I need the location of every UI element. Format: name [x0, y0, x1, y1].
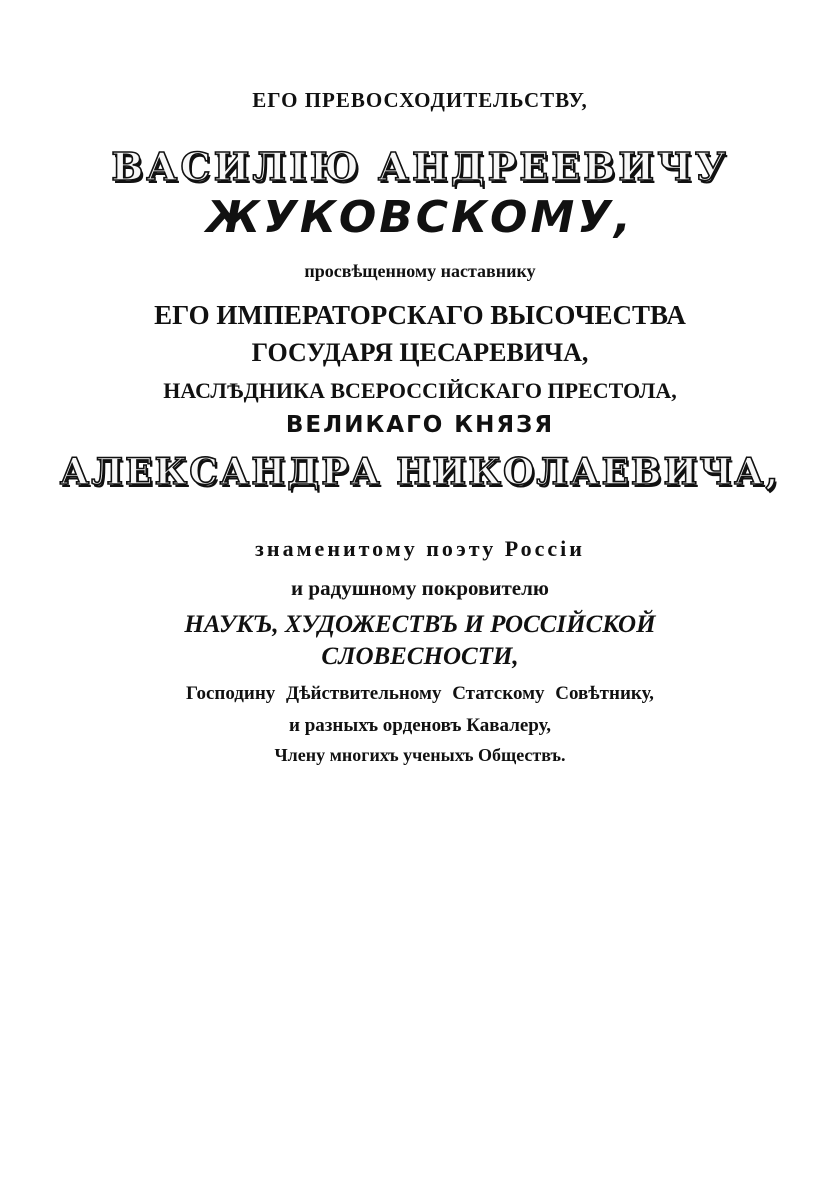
- recipient-first-name: ВАСИЛІЮ АНДРЕЕВИЧУ: [111, 144, 729, 189]
- recipient-surname: ЖУКОВСКОМУ,: [206, 192, 634, 243]
- tsesarevich-line: ГОСУДАРЯ ЦЕСАРЕВИЧА,: [251, 338, 589, 367]
- literature-line: СЛОВЕСНОСТИ,: [321, 643, 519, 670]
- rank-line: Господину Дѣйствительному Статскому Совѣтнику,: [186, 683, 654, 704]
- grand-duke-name: АЛЕКСАНДРА НИКОЛАЕВИЧА,: [59, 451, 781, 493]
- sciences-arts-line: НАУКЪ, ХУДОЖЕСТВЪ И РОССІЙСКОЙ: [184, 611, 656, 638]
- honorific-line: ЕГО ПРЕВОСХОДИТЕЛЬСТВУ,: [252, 88, 588, 112]
- patron-line: и радушному покровителю: [291, 576, 549, 600]
- societies-line: Члену многихъ ученыхъ Обществъ.: [274, 745, 566, 765]
- imperial-highness-line: ЕГО ИМПЕРАТОРСКАГО ВЫСОЧЕСТВА: [154, 300, 686, 330]
- heir-line: НАСЛѢДНИКА ВСЕРОССІЙСКАГО ПРЕСТОЛА,: [163, 378, 677, 403]
- orders-line: и разныхъ орденовъ Кавалеру,: [289, 715, 551, 736]
- grand-duke-line: ВЕЛИКАГО КНЯЗЯ: [285, 412, 555, 438]
- mentor-phrase: просвѣщенному наставнику: [304, 261, 536, 281]
- poet-line: знаменитому поэту Россіи: [255, 536, 585, 561]
